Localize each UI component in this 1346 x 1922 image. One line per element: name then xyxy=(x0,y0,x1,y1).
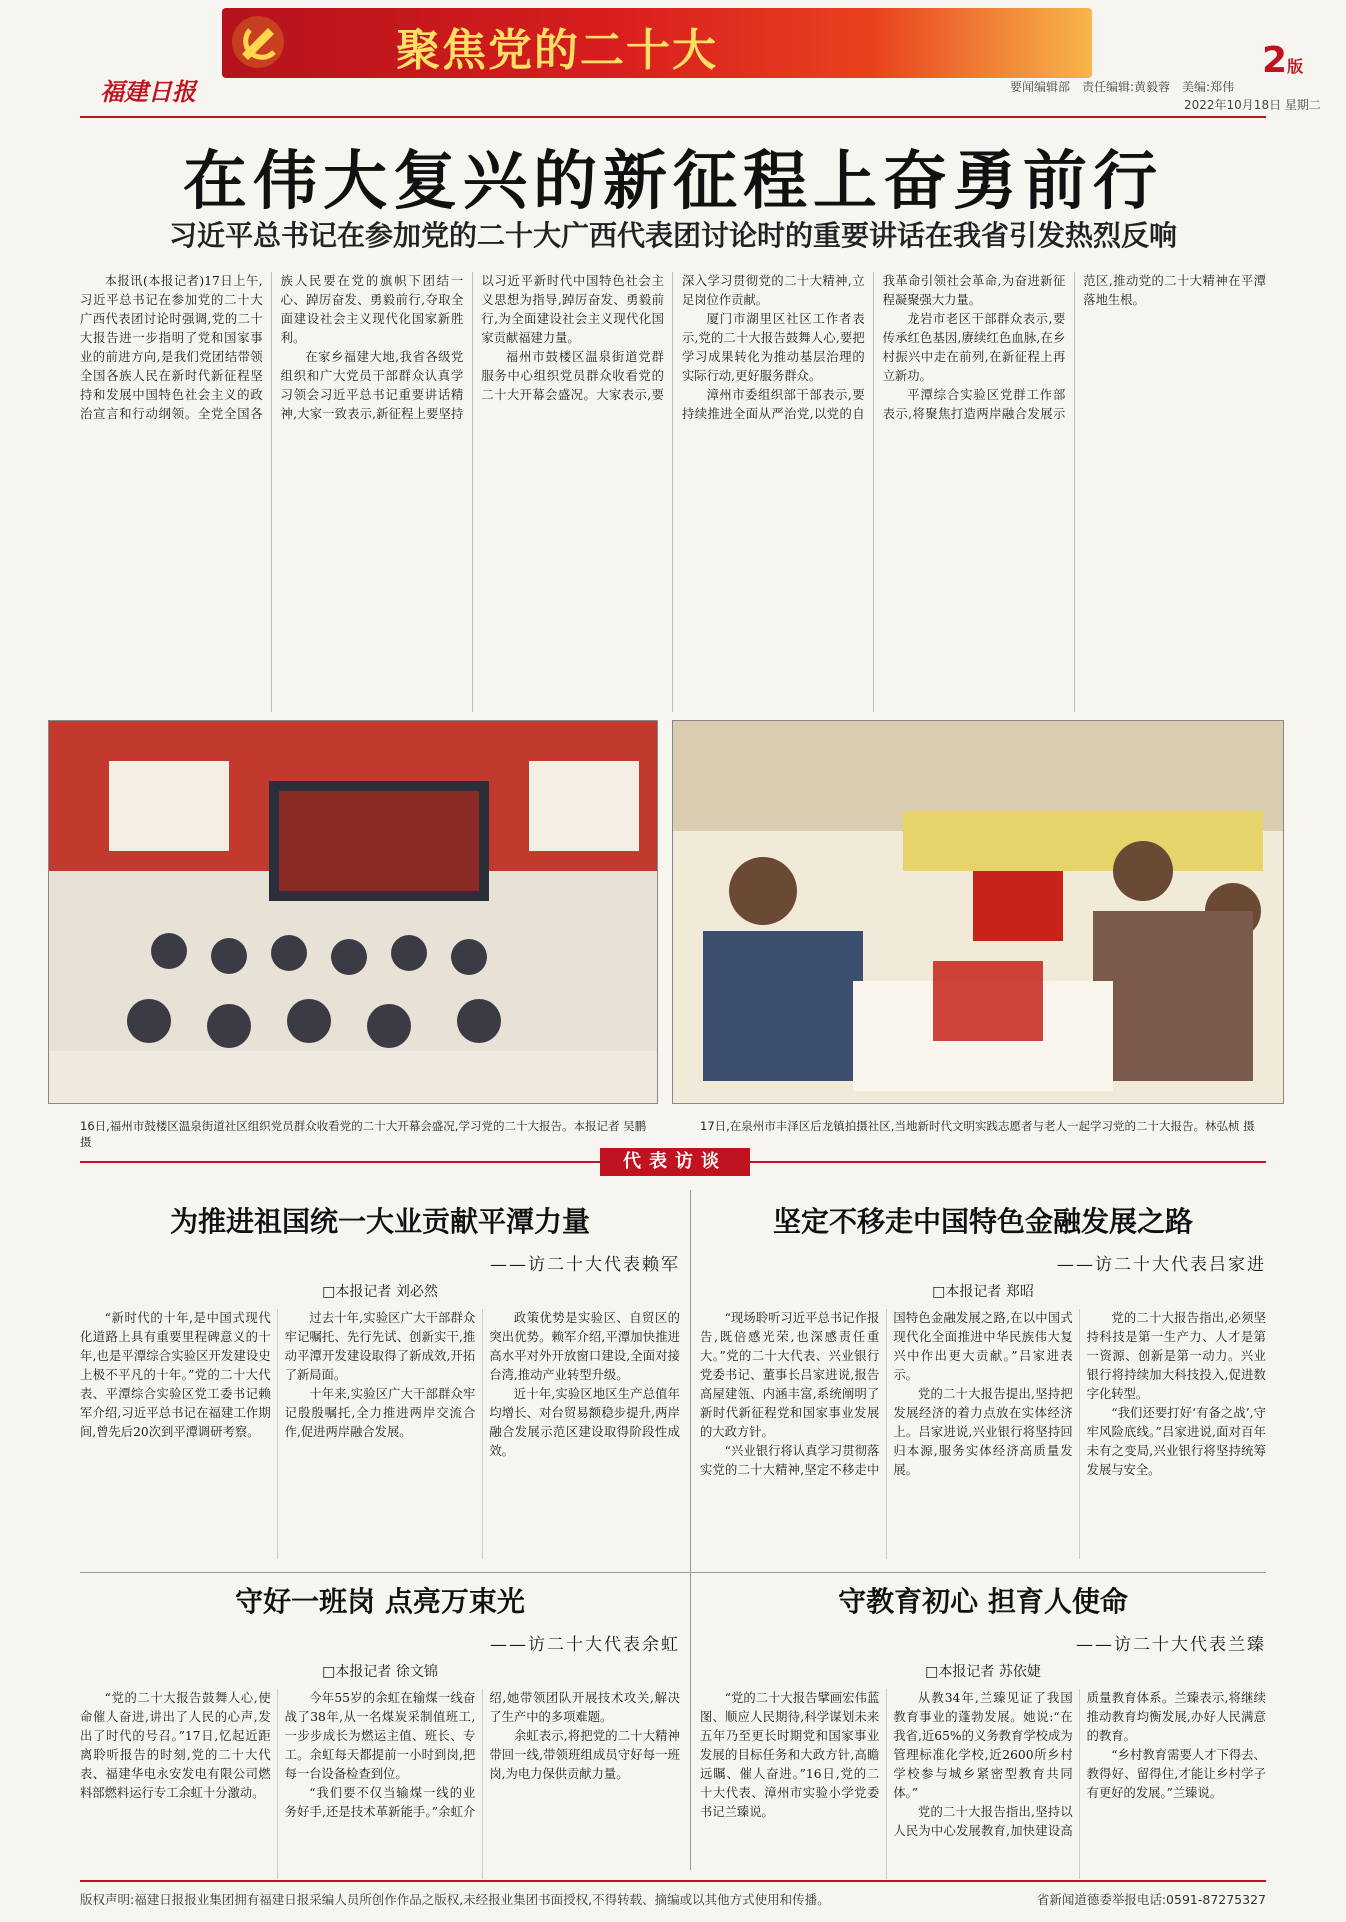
page-number-suffix: 版 xyxy=(1287,57,1304,76)
top-rule xyxy=(80,116,1266,118)
article-body xyxy=(700,1309,1266,1559)
article-paragraph: 今年55岁的余虹在输煤一线奋战了38年,从一名煤炭采制值班工,一步步成长为燃运主值、班长、专工。余虹每天都提前一小时到岗,把每一台设备检查到位。 xyxy=(284,1691,476,1781)
article-paragraph: “我们要不仅当输煤一线的业务好手,还是技术革新能手。”余虹介绍,她带领团队开展技术攻关,解决了生产中的多项难题。 xyxy=(284,1691,680,1819)
lead-paragraph: 龙岩市老区干部群众表示,要传承红色基因,赓续红色血脉,在乡村振兴中走在前列,在新征程上再立新功。 xyxy=(882,312,1066,383)
lead-paragraph: 漳州市委组织部干部表示,要持续推进全面从严治党,以党的自我革命引领社会革命,为奋进新征程凝聚强大力量。 xyxy=(681,274,1066,421)
report-hotline: 省新闻道德委举报电话:0591-87275327 xyxy=(1036,1892,1266,1907)
article-paragraph: 党的二十大报告指出,坚持以人民为中心发展教育,加快建设高质量教育体系。兰臻表示,将继续推动教育均衡发展,办好人民满意的教育。 xyxy=(893,1691,1266,1838)
photo-community-viewing xyxy=(48,720,658,1104)
article-paragraph: 政策优势是实验区、自贸区的突出优势。赖军介绍,平潭加快推进高水平对外开放窗口建设,全面对接台湾,推动产业转型升级。 xyxy=(489,1311,680,1382)
article-paragraph: “党的二十大报告鼓舞人心,使命催人奋进,讲出了人民的心声,发出了时代的号召。”17日,忆起近距离聆听报告的时刻,党的二十大代表、福建华电永安发电有限公司燃料部燃料运行专工余虹十分激动。 xyxy=(80,1691,271,1800)
lead-paragraph: 在家乡福建大地,我省各级党组织和广大党员干部群众认真学习领会习近平总书记重要讲话精神,大家一致表示,新征程上要坚持以习近平新时代中国特色社会主义思想为指导,踔厉奋发、勇毅前行,为全面建设社会主义现代化国家贡献福建力量。 xyxy=(280,274,664,421)
article-paragraph: 从教34年,兰臻见证了我国教育事业的蓬勃发展。她说:“在我省,近65%的义务教育学校成为管理标准化学校,近2600所乡村学校参与城乡紧密型教育共同体。” xyxy=(893,1691,1073,1800)
article-paragraph: “我们还要打好‘有备之战’,守牢风险底线。”吕家进说,面对百年未有之变局,兴业银行将坚持统筹发展与安全。 xyxy=(1086,1406,1266,1477)
column-divider xyxy=(690,1190,691,1870)
paper-logo: 福建日报 xyxy=(100,77,196,106)
article-subtitle: ——访二十大代表赖军 xyxy=(490,1255,680,1275)
article-subtitle: ——访二十大代表余虹 xyxy=(490,1635,680,1655)
article-subtitle: ——访二十大代表兰臻 xyxy=(1076,1635,1266,1655)
row-divider xyxy=(80,1572,1266,1573)
article-title: 守好一班岗 点亮万束光 xyxy=(235,1585,525,1618)
article-title: 坚定不移走中国特色金融发展之路 xyxy=(772,1205,1193,1238)
article-body xyxy=(80,1689,680,1879)
banner-title: 聚焦党的二十大 xyxy=(396,25,718,76)
article-byline: □本报记者 刘必然 xyxy=(322,1284,438,1300)
lead-subhead: 习近平总书记在参加党的二十大广西代表团讨论时的重要讲话在我省引发热烈反响 xyxy=(168,219,1177,252)
section-bar xyxy=(80,1148,1266,1176)
article-paragraph: “现场聆听习近平总书记作报告,既倍感光荣,也深感责任重大。”党的二十大代表、兴业银行党委书记、董事长吕家进说,报告高屋建瓴、内涵丰富,系统阐明了新时代新征程党和国家事业发展的大政方针。 xyxy=(700,1311,880,1439)
page-number xyxy=(1262,40,1303,81)
article-paragraph: “党的二十大报告擘画宏伟蓝图、顺应人民期待,科学谋划未来五年乃至更长时期党和国家事业发展的目标任务和大政方针,高瞻远瞩、催人奋进。”16日,党的二十大代表、漳州市实验小学党委书记兰臻说。 xyxy=(700,1691,880,1819)
article-paragraph: “新时代的十年,是中国式现代化道路上具有重要里程碑意义的十年,也是平潭综合实验区开发建设史上极不平凡的十年。”党的二十大代表、平潭综合实验区党工委书记赖军介绍,习近平总书记在福建工作期间,曾先后20次到平潭调研考察。 xyxy=(80,1311,271,1439)
party-emblem-icon xyxy=(228,12,288,72)
article-body xyxy=(700,1689,1266,1879)
page-number-value: 2 xyxy=(1262,40,1288,81)
lead-body xyxy=(80,272,1266,712)
article-paragraph: 党的二十大报告指出,必须坚持科技是第一生产力、人才是第一资源、创新是第一动力。兴业银行将持续加大科技投入,促进数字化转型。 xyxy=(1086,1311,1266,1401)
photo-caption-1: 16日,福州市鼓楼区温泉街道社区组织党员群众收看党的二十大开幕会盛况,学习党的二十大报告。本报记者 吴鹏 摄 xyxy=(80,1119,647,1149)
interview-article-lai-jun xyxy=(80,1200,680,1560)
article-paragraph: 近十年,实验区地区生产总值年均增长、对台贸易额稳步提升,两岸融合发展示范区建设取得阶段性成效。 xyxy=(489,1387,680,1458)
interview-article-yu-hong xyxy=(80,1580,680,1870)
photo-caption-2: 17日,在泉州市丰泽区后龙镇拍摄社区,当地新时代文明实践志愿者与老人一起学习党的二十大报告。林弘桢 摄 xyxy=(700,1119,1255,1133)
masthead-banner xyxy=(0,0,1346,112)
article-paragraph: 党的二十大报告提出,坚持把发展经济的着力点放在实体经济上。吕家进说,兴业银行将坚持回归本源,服务实体经济高质量发展。 xyxy=(893,1387,1073,1477)
lead-paragraph: 福州市鼓楼区温泉街道党群服务中心组织党员群众收看党的二十大开幕会盛况。大家表示,要深入学习贯彻党的二十大精神,立足岗位作贡献。 xyxy=(481,274,865,402)
lead-headline: 在伟大复兴的新征程上奋勇前行 xyxy=(183,145,1163,219)
interview-article-lv-jiajin xyxy=(700,1200,1266,1560)
lead-paragraph: 平潭综合实验区党群工作部表示,将聚焦打造两岸融合发展示范区,推动党的二十大精神在平潭落地生根。 xyxy=(882,274,1266,421)
article-body xyxy=(80,1309,680,1559)
interview-article-lan-zhen xyxy=(700,1580,1266,1870)
photo-volunteers-study xyxy=(672,720,1284,1104)
section-label: 代表访谈 xyxy=(600,1148,750,1176)
article-paragraph: 余虹表示,将把党的二十大精神带回一线,带领班组成员守好每一班岗,为电力保供贡献力量。 xyxy=(489,1729,680,1781)
article-title: 守教育初心 担育人使命 xyxy=(838,1585,1128,1618)
editors-line: 要闻编辑部 责任编辑:黄毅蓉 美编:郑伟 xyxy=(1010,80,1235,94)
article-title: 为推进祖国统一大业贡献平潭力量 xyxy=(169,1205,590,1238)
lead-paragraph: 本报讯(本报记者)17日上午,习近平总书记在参加党的二十大广西代表团讨论时强调,党的二十大报告进一步指明了党和国家事业的前进方向,是我们党团结带领全国各族人民在新时代新征程坚持和发展中国特色社会主义的政治宣言和行动纲领。全党全国各族人民要在党的旗帜下团结一心、踔厉奋发、勇毅前行,夺取全面建设社会主义现代化国家新胜利。 xyxy=(80,274,464,421)
issue-date: 2022年10月18日 星期二 xyxy=(1184,98,1321,112)
article-paragraph: 过去十年,实验区广大干部群众牢记嘱托、先行先试、创新实干,推动平潭开发建设取得了新成效,开拓了新局面。 xyxy=(284,1311,476,1382)
article-subtitle: ——访二十大代表吕家进 xyxy=(1057,1255,1266,1275)
article-paragraph: 十年来,实验区广大干部群众牢记殷殷嘱托,全力推进两岸交流合作,促进两岸融合发展。 xyxy=(284,1387,476,1439)
page-footer xyxy=(80,1880,1266,1908)
article-byline: □本报记者 郑昭 xyxy=(932,1284,1034,1300)
article-paragraph: “兴业银行将认真学习贯彻落实党的二十大精神,坚定不移走中国特色金融发展之路,在以中国式现代化全面推进中华民族伟大复兴中作出更大贡献。”吕家进表示。 xyxy=(700,1311,1073,1477)
article-byline: □本报记者 徐文锦 xyxy=(322,1664,438,1680)
article-byline: □本报记者 苏依婕 xyxy=(925,1664,1041,1680)
article-paragraph: “乡村教育需要人才下得去、教得好、留得住,才能让乡村学子有更好的发展。”兰臻说。 xyxy=(1086,1748,1266,1800)
lead-paragraph: 厦门市湖里区社区工作者表示,党的二十大报告鼓舞人心,要把学习成果转化为推动基层治理的实际行动,更好服务群众。 xyxy=(681,312,865,383)
copyright-notice: 版权声明:福建日报报业集团拥有福建日报采编人员所创作作品之版权,未经报业集团书面授权,不得转载、摘编或以其他方式使用和传播。 xyxy=(80,1892,830,1907)
